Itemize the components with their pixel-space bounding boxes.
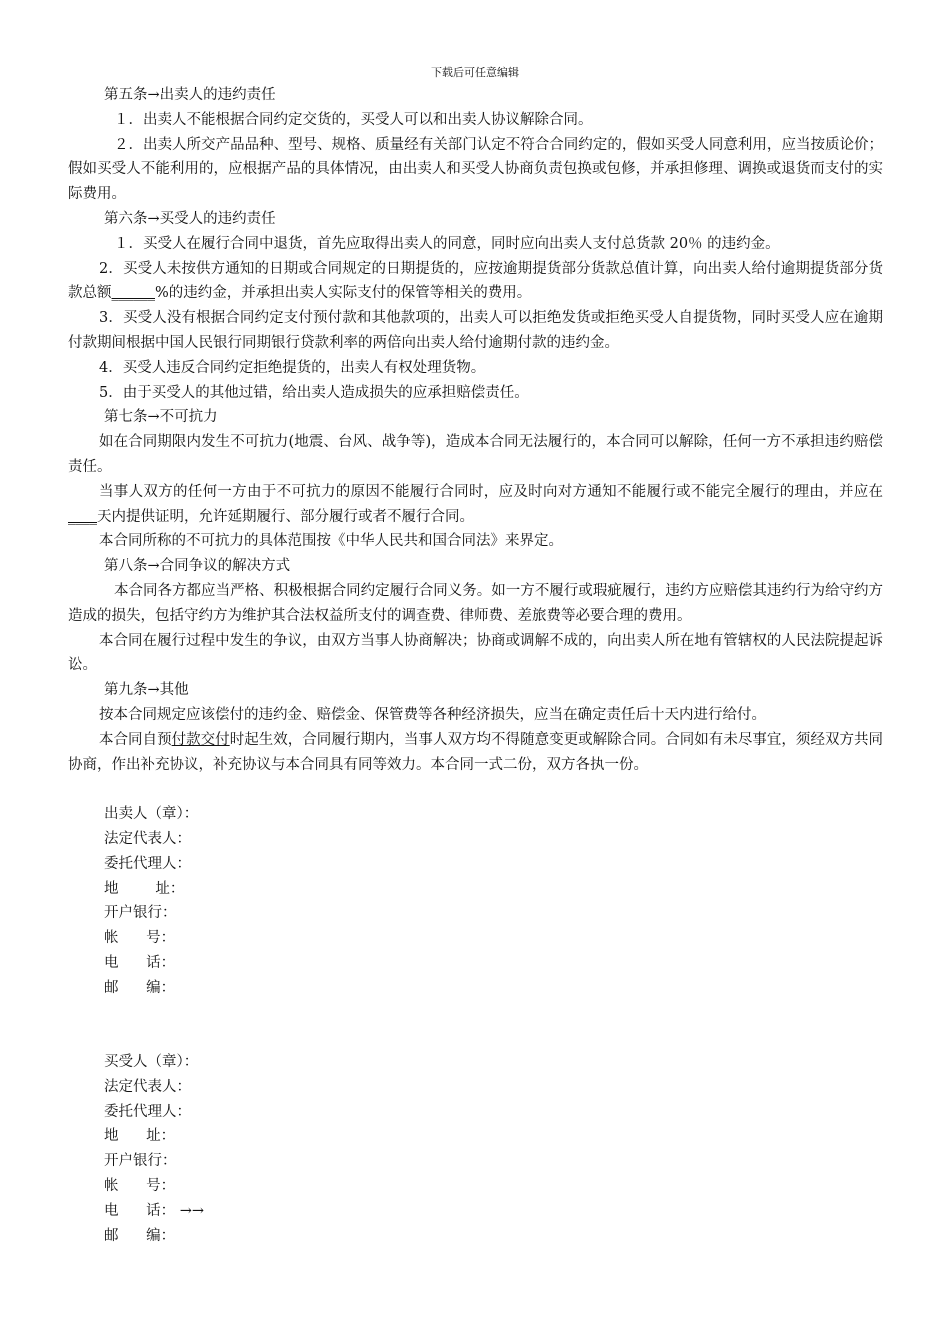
seller-address-line: 地 址：: [104, 880, 185, 897]
contract-document: [68, 83, 883, 1248]
percent-blank: ______: [111, 285, 155, 302]
buyer-signature-block: [68, 1050, 883, 1248]
article-8-para-2: 本合同在履行过程中发生的争议，由双方当事人协商解决；协商或调解不成的，向出卖人所在地有管辖权的人民法院提起诉讼。: [68, 632, 883, 674]
page-header-note: 下载后可任意编辑: [431, 66, 519, 79]
article-5-para-1: １．出卖人不能根据合同约定交货的，买受人可以和出卖人协议解除合同。: [114, 111, 593, 128]
article-9-para-2: [68, 728, 883, 778]
article-8-title: 第八条→合同争议的解决方式: [104, 558, 291, 575]
article-6-para-2-text-a: 2．买受人未按供方通知的日期或合同规定的日期提货的，应按逾期提货部分货款总值计算，向出卖人给付逾期提货部分货款总额: [68, 260, 883, 302]
days-blank: ____: [68, 508, 97, 525]
article-8-para-1: 本合同各方都应当严格、积极根据合同约定履行合同义务。如一方不履行或瑕疵履行，违约方应赔偿其违约行为给守约方造成的损失，包括守约方为维护其合法权益所支付的调查费、律师费、差旅费等必要合理的费用。: [68, 582, 883, 624]
buyer-account-line: 帐 号：: [104, 1178, 176, 1195]
buyer-seal-line: 买受人（章）：: [104, 1054, 199, 1071]
buyer-phone-line: 电 话： →→: [104, 1202, 205, 1219]
article-6-para-2: [68, 257, 883, 307]
buyer-bank-line: 开户银行：: [104, 1153, 177, 1170]
buyer-address-line: 地 址：: [104, 1128, 176, 1145]
seller-signature-block: [68, 802, 883, 1000]
article-6-para-2-text-b: %的违约金，并承担出卖人实际支付的保管等相关的费用。: [155, 285, 532, 302]
article-6-para-3: 3．买受人没有根据合同约定支付预付款和其他款项的，出卖人可以拒绝发货或拒绝买受人自提货物，同时买受人应在逾期付款期间根据中国人民银行同期银行贷款利率的两倍向出卖人给付逾期付款的违约金。: [68, 310, 883, 351]
article-7-para-2: [68, 480, 883, 530]
article-6-para-5: 5．由于买受人的其他过错，给出卖人造成损失的应承担赔偿责任。: [99, 384, 529, 401]
seller-account-line: 帐 号：: [104, 930, 176, 947]
seller-legal-rep-line: 法定代表人：: [104, 830, 191, 847]
article-7-title: 第七条→不可抗力: [104, 409, 218, 426]
seller-agent-line: 委托代理人：: [104, 855, 191, 872]
buyer-agent-line: 委托代理人：: [104, 1103, 191, 1120]
seller-phone-line: 电 话：: [104, 954, 176, 971]
article-7-para-2-text-b: 天内提供证明，允许延期履行、部分履行或者不履行合同。: [97, 508, 474, 525]
article-7-para-3: 本合同所称的不可抗力的具体范围按《中华人民共和国合同法》来界定。: [99, 533, 563, 550]
seller-postcode-line: 邮 编：: [104, 979, 176, 996]
article-6-title: 第六条→买受人的违约责任: [104, 210, 276, 227]
underlined-phrase: 付款交付: [171, 731, 230, 748]
article-9-title: 第九条→其他: [104, 682, 189, 699]
article-9-para-2-text-a: 本合同自预: [99, 731, 172, 748]
article-6-para-1: １．买受人在履行合同中退货，首先应取得出卖人的同意，同时应向出卖人支付总货款 20％ 的违约金。: [114, 235, 780, 252]
article-7-para-1: 如在合同期限内发生不可抗力(地震、台风、战争等)，造成本合同无法履行的，本合同可以解除，任何一方不承担违约赔偿责任。: [68, 434, 883, 475]
article-5-para-2: ２．出卖人所交产品品种、型号、规格、质量经有关部门认定不符合合同约定的，假如买受人同意利用，应当按质论价；假如买受人不能利用的，应根据产品的具体情况，由出卖人和买受人协商负责包换或包修，并承担修理、调换或退货而支付的实际费用。: [68, 136, 883, 203]
seller-bank-line: 开户银行：: [104, 905, 177, 922]
seller-seal-line: 出卖人（章）：: [104, 806, 199, 823]
article-6-para-4: 4．买受人违反合同约定拒绝提货的，出卖人有权处理货物。: [99, 359, 486, 376]
buyer-legal-rep-line: 法定代表人：: [104, 1078, 191, 1095]
article-9-para-1: 按本合同规定应该偿付的违约金、赔偿金、保管费等各种经济损失，应当在确定责任后十天内进行给付。: [99, 706, 766, 723]
article-9-para-2-text-b: 时起生效，合同履行期内，当事人双方均不得随意变更或解除合同。合同如有未尽事宜，须经双方共同协商，作出补充协议，补充协议与本合同具有同等效力。本合同一式二份，双方各执一份。: [68, 731, 884, 773]
buyer-postcode-line: 邮 编：: [104, 1227, 176, 1244]
article-5-title: 第五条→出卖人的违约责任: [104, 87, 276, 103]
article-7-para-2-text-a: 当事人双方的任何一方由于不可抗力的原因不能履行合同时，应及时向对方通知不能履行或不能完全履行的理由，并应在: [99, 483, 883, 500]
